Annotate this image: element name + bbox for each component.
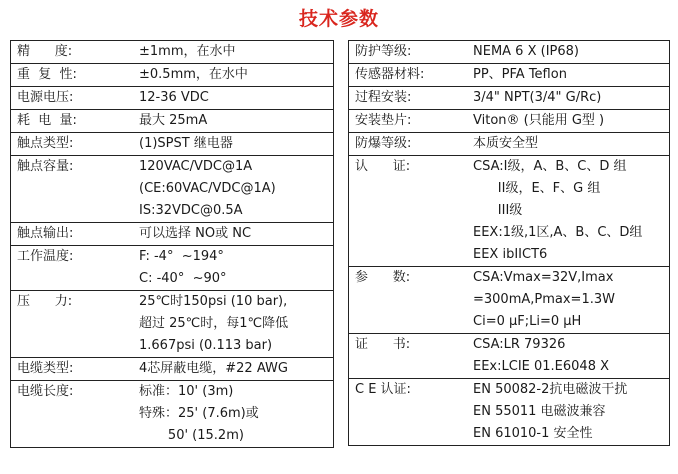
spec-value: PP、PFA Teflon bbox=[473, 67, 567, 82]
spec-value: 3/4" NPT(3/4" G/Rc) bbox=[473, 90, 602, 105]
spec-row bbox=[11, 110, 333, 133]
spec-values bbox=[139, 246, 333, 290]
spec-value: Viton® (只能用 G型 ) bbox=[473, 113, 605, 128]
spec-table-right bbox=[348, 40, 670, 446]
spec-value: 4芯屏蔽电缆，#22 AWG bbox=[139, 361, 288, 376]
spec-row bbox=[11, 246, 333, 291]
spec-label: 电源电压: bbox=[17, 90, 74, 105]
spec-label: 重 复 性: bbox=[17, 67, 77, 82]
spec-value: 12-36 VDC bbox=[139, 90, 209, 105]
spec-row bbox=[349, 156, 669, 267]
spec-value: 特殊：25' (7.6m)或 bbox=[139, 406, 259, 421]
spec-value: (CE:60VAC/VDC@1A) bbox=[139, 181, 276, 196]
spec-row bbox=[349, 64, 669, 87]
spec-label: 触点类型: bbox=[17, 136, 74, 151]
spec-row bbox=[11, 381, 333, 447]
spec-value: NEMA 6 X (IP68) bbox=[473, 44, 579, 59]
spec-row bbox=[349, 267, 669, 334]
spec-value: ±0.5mm，在水中 bbox=[139, 67, 248, 82]
spec-values bbox=[139, 64, 333, 86]
spec-values bbox=[473, 64, 669, 86]
spec-value: II级，E、F、G 组 bbox=[473, 181, 601, 196]
spec-row bbox=[11, 133, 333, 156]
spec-values bbox=[473, 334, 669, 378]
spec-label: 防爆等级: bbox=[355, 136, 412, 151]
spec-label: 触点输出: bbox=[17, 226, 74, 241]
spec-values bbox=[139, 291, 333, 357]
page-title: 技术参数 bbox=[298, 8, 379, 30]
spec-label: 防护等级: bbox=[355, 44, 412, 59]
spec-values bbox=[139, 358, 333, 380]
spec-label: 精 度: bbox=[17, 44, 73, 59]
spec-row bbox=[349, 87, 669, 110]
spec-values bbox=[139, 110, 333, 132]
spec-values bbox=[139, 133, 333, 155]
spec-label: 过程安装: bbox=[355, 90, 412, 105]
spec-label: 压 力: bbox=[17, 294, 73, 309]
spec-label: 触点容量: bbox=[17, 159, 74, 174]
spec-value: F: -4° ~194° bbox=[139, 249, 224, 264]
spec-value: CSA:LR 79326 bbox=[473, 337, 566, 352]
spec-label: 参 数: bbox=[355, 270, 411, 285]
spec-value: 标准：10' (3m) bbox=[139, 384, 234, 399]
spec-values bbox=[473, 156, 669, 266]
spec-values bbox=[473, 267, 669, 333]
spec-value: CSA:I级，A、B、C、D 组 bbox=[473, 159, 627, 174]
spec-label: 耗 电 量: bbox=[17, 113, 77, 128]
spec-label: 认 证: bbox=[355, 159, 411, 174]
spec-row bbox=[11, 291, 333, 358]
spec-value: 25℃时150psi (10 bar), bbox=[139, 294, 288, 309]
spec-label: 传感器材料: bbox=[355, 67, 425, 82]
spec-values bbox=[473, 133, 669, 155]
spec-value: 最大 25mA bbox=[139, 113, 208, 128]
spec-value: ±1mm，在水中 bbox=[139, 44, 236, 59]
spec-row bbox=[349, 110, 669, 133]
spec-row bbox=[11, 223, 333, 246]
spec-values bbox=[139, 41, 333, 63]
spec-value: III级 bbox=[473, 203, 523, 218]
spec-value: EEx:LCIE 01.E6048 X bbox=[473, 359, 610, 374]
spec-values bbox=[139, 223, 333, 245]
spec-row bbox=[349, 41, 669, 64]
spec-value: 可以选择 NO或 NC bbox=[139, 226, 252, 241]
spec-value: C: -40° ~90° bbox=[139, 271, 227, 286]
spec-label: 电缆类型: bbox=[17, 361, 74, 376]
spec-values bbox=[139, 87, 333, 109]
spec-values bbox=[473, 87, 669, 109]
spec-label: 证 书: bbox=[355, 337, 411, 352]
spec-value: 本质安全型 bbox=[473, 136, 539, 151]
spec-row bbox=[349, 334, 669, 379]
spec-value: EEX:1级,1区,A、B、C、D组 bbox=[473, 225, 643, 240]
spec-values bbox=[473, 110, 669, 132]
spec-value: Ci=0 μF;Li=0 μH bbox=[473, 314, 582, 329]
spec-row bbox=[11, 41, 333, 64]
spec-row bbox=[11, 87, 333, 110]
spec-row bbox=[349, 133, 669, 156]
spec-label: 工作温度: bbox=[17, 249, 74, 264]
spec-value: 120VAC/VDC@1A bbox=[139, 159, 253, 174]
spec-label: 电缆长度: bbox=[17, 384, 74, 399]
spec-row bbox=[11, 64, 333, 87]
spec-value: 50' (15.2m) bbox=[139, 428, 244, 443]
spec-values bbox=[139, 381, 333, 447]
spec-label: C E 认证: bbox=[355, 382, 411, 397]
spec-value: EN 50082-2抗电磁波干扰 bbox=[473, 382, 628, 397]
spec-value: =300mA,Pmax=1.3W bbox=[473, 292, 615, 307]
spec-value: EEX ibIICT6 bbox=[473, 247, 548, 262]
spec-row bbox=[11, 156, 333, 223]
spec-table-left bbox=[10, 40, 334, 448]
spec-values bbox=[473, 41, 669, 63]
spec-value: CSA:Vmax=32V,Imax bbox=[473, 270, 614, 285]
spec-values bbox=[473, 379, 669, 445]
spec-row bbox=[11, 358, 333, 381]
spec-value: IS:32VDC@0.5A bbox=[139, 203, 243, 218]
spec-values bbox=[139, 156, 333, 222]
spec-value: 超过 25℃时，每1℃降低 bbox=[139, 316, 289, 331]
spec-value: EN 55011 电磁波兼容 bbox=[473, 404, 606, 419]
spec-value: EN 61010-1 安全性 bbox=[473, 426, 593, 441]
spec-label: 安装垫片: bbox=[355, 113, 412, 128]
spec-value: 1.667psi (0.113 bar) bbox=[139, 338, 273, 353]
spec-value: (1)SPST 继电器 bbox=[139, 136, 233, 151]
spec-row bbox=[349, 379, 669, 445]
